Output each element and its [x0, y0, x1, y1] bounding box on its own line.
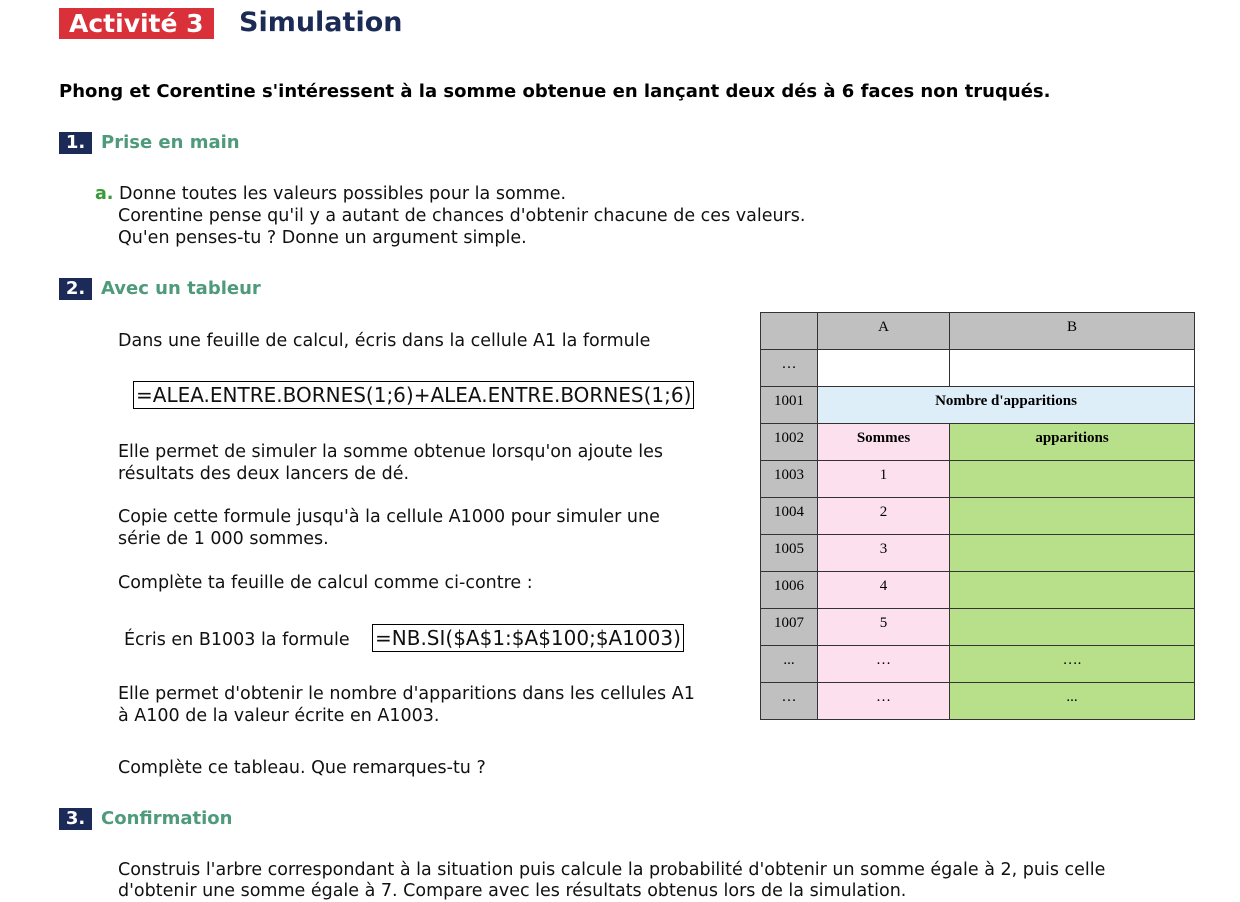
table-row: [761, 461, 1195, 498]
apparition-count-cell: [950, 498, 1195, 535]
apparition-count-cell: ...: [950, 683, 1195, 720]
row-header: 1001: [761, 387, 818, 424]
formula-nbsi: =NB.SI($A$1:$A$100;$A1003): [372, 624, 684, 652]
sum-value-cell: 3: [818, 535, 950, 572]
row-header-ellipsis: …: [761, 350, 818, 387]
question-line-1: Donne toutes les valeurs possibles pour la somme.: [119, 184, 567, 204]
sommes-header-cell: Sommes: [818, 424, 950, 461]
section-1-question-a: [95, 183, 566, 205]
intro-text: Phong et Corentine s'intéressent à la somme obtenue en lançant deux dés à 6 faces non truqués.: [59, 81, 1051, 102]
apparition-count-cell: [950, 609, 1195, 646]
sum-value-cell: …: [818, 683, 950, 720]
table-row: [761, 535, 1195, 572]
sum-value-cell: …: [818, 646, 950, 683]
table-row: [761, 350, 1195, 387]
section-3-title: Confirmation: [101, 808, 233, 829]
apparition-count-cell: ….: [950, 646, 1195, 683]
row-header: 1005: [761, 535, 818, 572]
section-1-number: 1.: [59, 132, 92, 154]
section-3-number: 3.: [59, 808, 92, 830]
row-header: 1003: [761, 461, 818, 498]
table-row: [761, 609, 1195, 646]
sum-value-cell: 5: [818, 609, 950, 646]
table-row: [761, 646, 1195, 683]
confirmation-line-1: Construis l'arbre correspondant à la situation puis calcule la probabilité d'obtenir un somme égale à 2, puis celle: [118, 860, 1106, 880]
page-title: Simulation: [239, 7, 403, 38]
confirmation-line-2: d'obtenir une somme égale à 7. Compare avec les résultats obtenus lors de la simulation.: [118, 881, 907, 901]
apparition-count-cell: [950, 572, 1195, 609]
column-b-header: B: [950, 313, 1195, 350]
explanation-line-1: Elle permet de simuler la somme obtenue lorsqu'on ajoute les: [118, 442, 663, 462]
explanation-line-2: résultats des deux lancers de dé.: [118, 464, 410, 484]
table-row: [761, 424, 1195, 461]
item-letter-a: a.: [95, 184, 114, 204]
nbsi-explanation-line-1: Elle permet d'obtenir le nombre d'apparitions dans les cellules A1: [118, 684, 695, 704]
instruction-formula-a1: Dans une feuille de calcul, écris dans la cellule A1 la formule: [118, 331, 651, 351]
table-row: [761, 683, 1195, 720]
copy-instruction-line-2: série de 1 000 sommes.: [118, 529, 329, 549]
row-header: …: [761, 683, 818, 720]
column-a-header: A: [818, 313, 950, 350]
spreadsheet-table: [760, 312, 1195, 720]
sum-value-cell: 1: [818, 461, 950, 498]
table-row: [761, 572, 1195, 609]
write-b1003-label: Écris en B1003 la formule: [124, 630, 350, 650]
merged-header-cell: Nombre d'apparitions: [818, 387, 1195, 424]
apparition-count-cell: [950, 535, 1195, 572]
corner-cell: [761, 313, 818, 350]
row-header: 1002: [761, 424, 818, 461]
section-2-title: Avec un tableur: [101, 278, 261, 299]
copy-instruction-line-1: Copie cette formule jusqu'à la cellule A1000 pour simuler une: [118, 507, 660, 527]
table-row: [761, 387, 1195, 424]
section-1-title: Prise en main: [101, 132, 240, 153]
activity-badge: Activité 3: [59, 8, 214, 39]
column-header-row: [761, 313, 1195, 350]
table-row: [761, 498, 1195, 535]
question-line-2: Corentine pense qu'il y a autant de chances d'obtenir chacune de ces valeurs.: [118, 206, 806, 226]
sum-value-cell: 4: [818, 572, 950, 609]
row-header: 1007: [761, 609, 818, 646]
question-line-3: Qu'en penses-tu ? Donne un argument simple.: [118, 228, 527, 248]
complete-table-question: Complète ce tableau. Que remarques-tu ?: [118, 758, 486, 778]
sum-value-cell: 2: [818, 498, 950, 535]
row-header: 1004: [761, 498, 818, 535]
row-header: 1006: [761, 572, 818, 609]
apparitions-header-cell: apparitions: [950, 424, 1195, 461]
complete-sheet-instruction: Complète ta feuille de calcul comme ci-contre :: [118, 573, 533, 593]
cell-empty-b: [950, 350, 1195, 387]
apparition-count-cell: [950, 461, 1195, 498]
formula-alea: =ALEA.ENTRE.BORNES(1;6)+ALEA.ENTRE.BORNES(1;6): [133, 381, 694, 409]
row-header: ...: [761, 646, 818, 683]
section-2-number: 2.: [59, 278, 92, 300]
cell-empty-a: [818, 350, 950, 387]
nbsi-explanation-line-2: à A100 de la valeur écrite en A1003.: [118, 706, 440, 726]
